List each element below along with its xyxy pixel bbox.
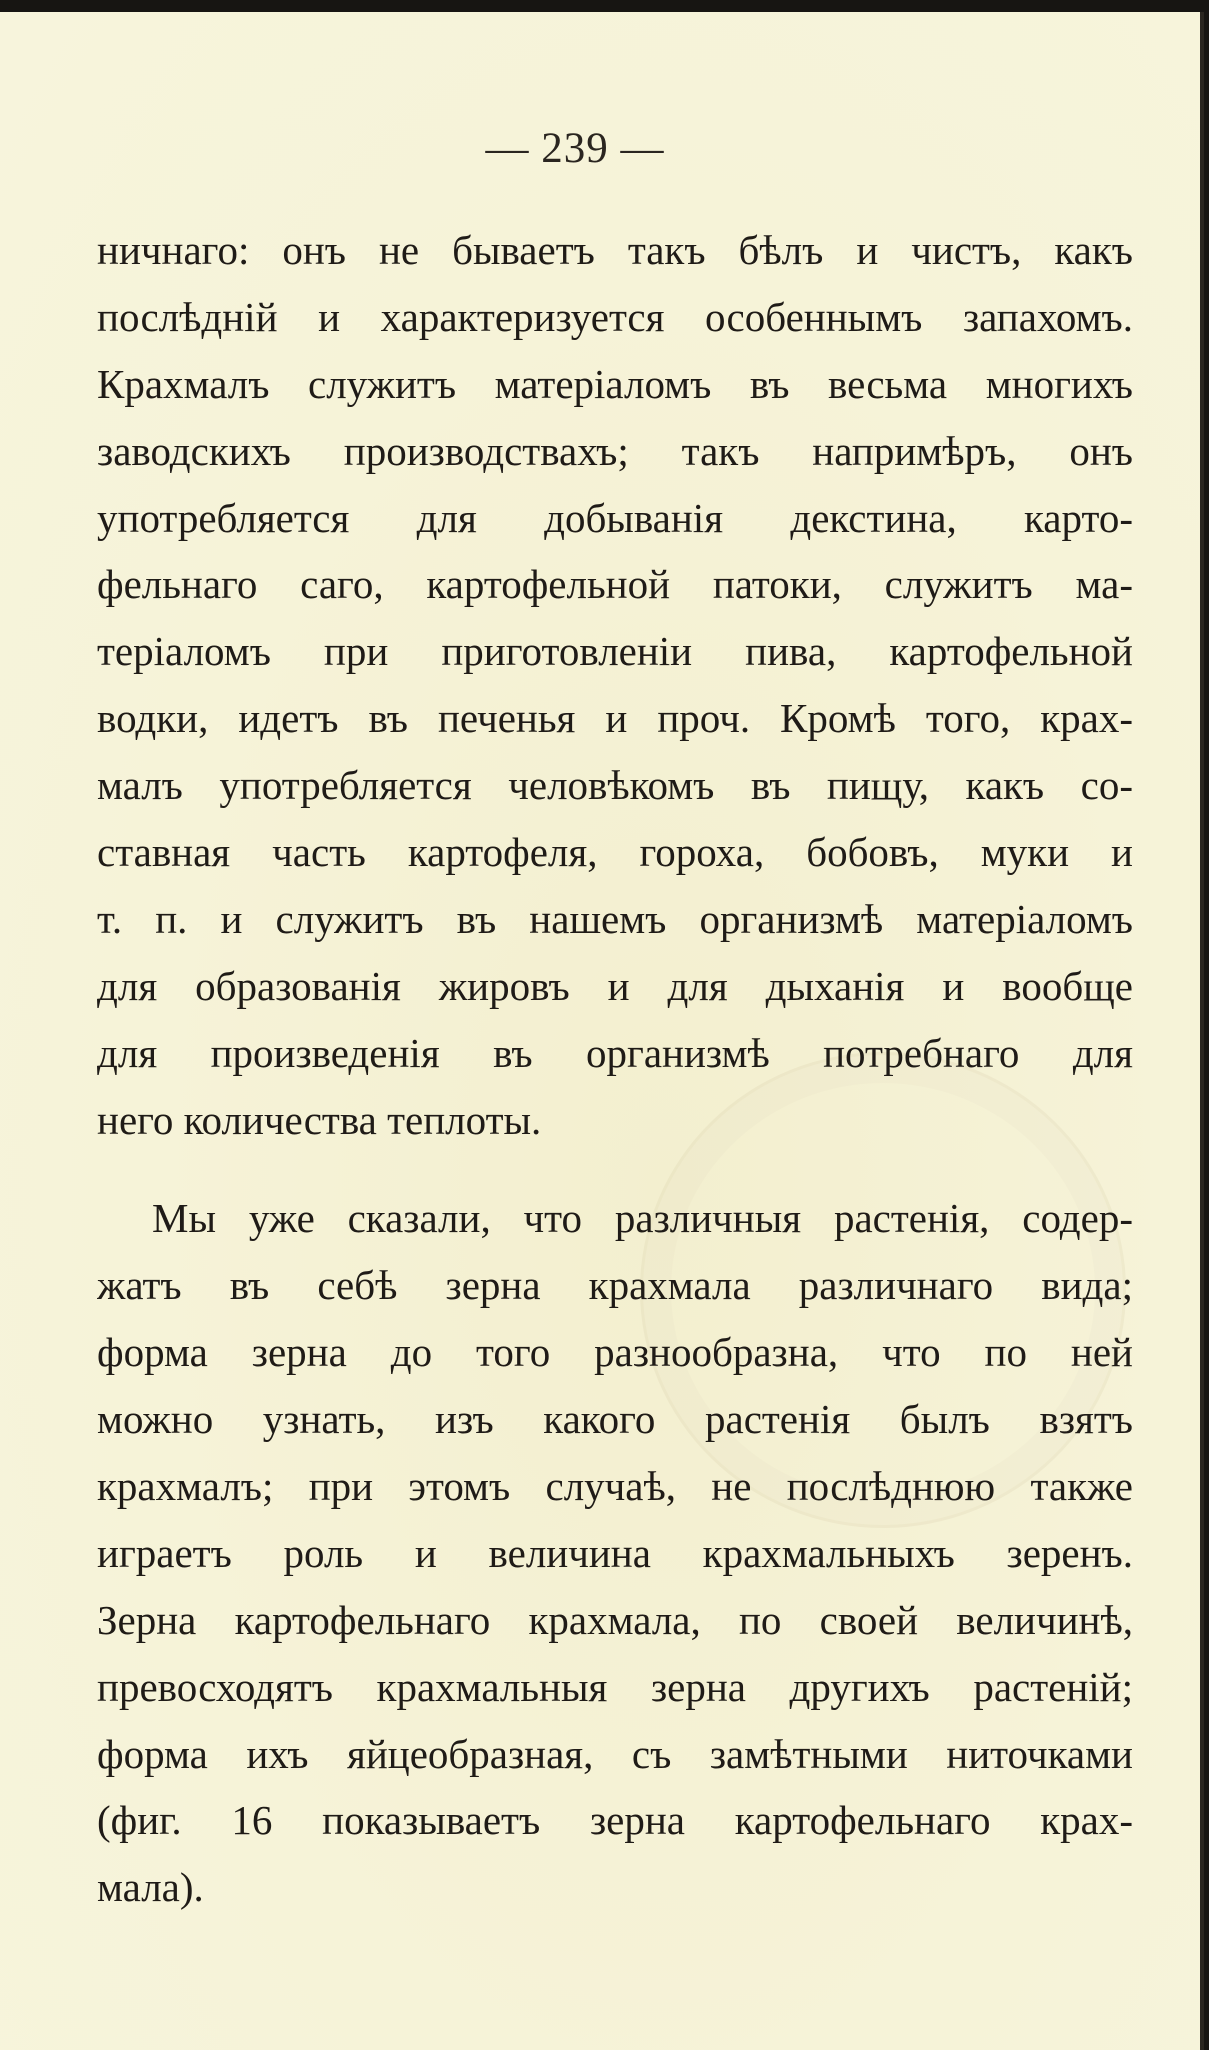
text-line: употребляется для добыванія декстина, карто- bbox=[97, 494, 1133, 541]
text-line: малъ употребляется человѣкомъ въ пищу, какъ со- bbox=[97, 762, 1133, 809]
text-line: водки, идетъ въ печенья и проч. Кромѣ того, крах- bbox=[97, 695, 1133, 742]
text-line: него количества теплоты. bbox=[97, 1096, 542, 1143]
text-line: можно узнать, изъ какого растенія былъ взятъ bbox=[97, 1396, 1133, 1443]
paragraph-1 bbox=[97, 217, 1133, 1153]
paragraph-2 bbox=[97, 1185, 1133, 1921]
text-line: форма зерна до того разнообразна, что по ней bbox=[97, 1329, 1133, 1376]
text-line: жатъ въ себѣ зерна крахмала различнаго вида; bbox=[97, 1262, 1133, 1309]
text-line: для произведенія въ организмѣ потребнаго для bbox=[97, 1029, 1133, 1076]
text-line: фельнаго саго, картофельной патоки, служитъ ма- bbox=[97, 561, 1133, 608]
text-line: Зерна картофельнаго крахмала, по своей величинѣ, bbox=[97, 1596, 1133, 1643]
text-line: крахмалъ; при этомъ случаѣ, не послѣднюю также bbox=[97, 1463, 1133, 1510]
text-line: играетъ роль и величина крахмальныхъ зеренъ. bbox=[97, 1529, 1133, 1576]
book-page bbox=[0, 12, 1204, 2050]
body-text bbox=[97, 217, 1133, 1921]
text-line: заводскихъ производствахъ; такъ напримѣръ, онъ bbox=[97, 427, 1133, 474]
text-line: Крахмалъ служитъ матеріаломъ въ весьма многихъ bbox=[97, 360, 1133, 407]
paragraph-gap bbox=[97, 1153, 1133, 1185]
text-line: форма ихъ яйцеобразная, съ замѣтными ниточками bbox=[97, 1730, 1133, 1777]
text-line: теріаломъ при приготовленіи пива, картофельной bbox=[97, 628, 1133, 675]
text-line: мала). bbox=[97, 1864, 204, 1911]
text-line: Мы уже сказали, что различныя растенія, содер- bbox=[152, 1195, 1133, 1242]
text-line: послѣдній и характеризуется особеннымъ запахомъ. bbox=[97, 293, 1133, 340]
text-line: (фиг. 16 показываетъ зерна картофельнаго крах- bbox=[97, 1797, 1133, 1844]
text-line: для образованія жировъ и для дыханія и вообще bbox=[97, 962, 1133, 1009]
text-line: превосходятъ крахмальныя зерна другихъ растеній; bbox=[97, 1663, 1133, 1710]
text-line: ничнаго: онъ не бываетъ такъ бѣлъ и чистъ, какъ bbox=[97, 227, 1133, 273]
text-line: ставная часть картофеля, гороха, бобовъ, муки и bbox=[97, 829, 1133, 876]
text-line: т. п. и служитъ въ нашемъ организмѣ матеріаломъ bbox=[97, 895, 1133, 942]
page-number: — 239 — bbox=[485, 125, 665, 172]
